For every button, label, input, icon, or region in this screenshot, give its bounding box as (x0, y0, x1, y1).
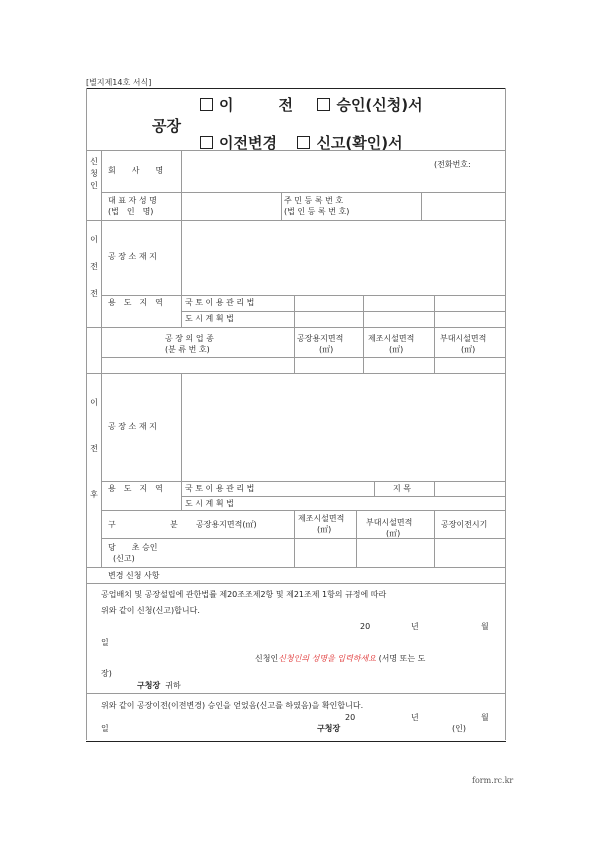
before-law2: 도 시 계 획 법 (185, 314, 234, 323)
before-industry-label: 공 장 의 업 종 (165, 334, 214, 343)
before-site-area-unit: (㎡) (319, 345, 334, 354)
confirmation-line: 위와 같이 공장이전(이전변경) 승인을 얻었음(신고를 하였음)을 확인합니다. (101, 701, 364, 710)
rep-name-sublabel: (법 인 명) (108, 207, 154, 216)
rule (356, 510, 357, 567)
confirmation-wol: 월 (481, 713, 489, 722)
rule (294, 295, 295, 373)
declaration-line1: 공업배치 및 공장설립에 관한법률 제20조조제2항 및 제21조제 1항의 규정에 따라 (101, 590, 387, 599)
rule (281, 192, 282, 220)
rule (86, 583, 506, 584)
after-location-label: 공 장 소 재 지 (108, 422, 157, 431)
rule (434, 295, 435, 373)
checkbox-approval[interactable] (317, 98, 330, 111)
confirmation-nyeon: 년 (411, 713, 419, 722)
applicant-signature-line: 신청인신청인의 성명을 입력하세요 (서명 또는 도 (255, 654, 426, 663)
before-law1: 국 토 이 용 관 리 법 (185, 298, 255, 307)
after-location-field[interactable] (184, 376, 502, 478)
applicant-name-input[interactable]: 신청인의 성명을 입력하세요 (278, 654, 377, 663)
rule (86, 327, 506, 328)
after-aux-area-unit: (㎡) (386, 529, 401, 538)
after-div-a: 구 (108, 520, 116, 529)
checkbox-report[interactable] (297, 136, 310, 149)
title-line2: 이전변경 신고(확인)서 (200, 132, 403, 153)
after-section-label: 이전후 (90, 398, 98, 499)
after-aux-area-label: 부대시설면적 (366, 518, 413, 527)
reg-no-label: 주 민 등 록 번 호 (284, 196, 344, 205)
after-move-time-label: 공장이전시기 (441, 520, 488, 529)
seal-mark: (인) (452, 724, 466, 733)
after-div-b: 분 (170, 520, 178, 529)
rule (421, 192, 422, 220)
rule (181, 150, 182, 327)
checkbox-relocation-change[interactable] (200, 136, 213, 149)
after-law2: 도 시 계 획 법 (185, 499, 234, 508)
rep-name-field[interactable] (184, 194, 278, 218)
before-section-label: 이전전 (90, 235, 98, 298)
rule (101, 538, 506, 539)
form-label: [별지제14호 서식] (86, 78, 152, 87)
after-mfg-area-unit: (㎡) (317, 525, 332, 534)
rule (181, 311, 506, 312)
rule (101, 192, 506, 193)
applicant-section-label: 신청인 (90, 157, 98, 190)
declaration-line2: 위와 같이 신청(신고)합니다. (101, 606, 200, 615)
rule (374, 481, 375, 496)
before-mfg-area-unit: (㎡) (389, 345, 404, 354)
reg-no-field[interactable] (424, 194, 502, 218)
rule (86, 567, 506, 568)
original-approval-label: 당 초 승인 (108, 543, 158, 552)
rep-name-label: 대 표 자 성 명 (108, 196, 157, 205)
rule (434, 481, 435, 496)
before-site-area-label: 공장용지면적 (297, 334, 344, 343)
original-approval-sub: (신고) (113, 554, 135, 563)
before-aux-area-unit: (㎡) (461, 345, 476, 354)
rule (363, 295, 364, 373)
after-mfg-area-label: 제조시설면적 (298, 514, 345, 523)
declaration-nyeon: 년 (411, 622, 419, 631)
confirmation-year: 20 (345, 713, 356, 722)
before-location-field[interactable] (184, 224, 502, 292)
after-zone-label: 용 도 지 역 (108, 484, 163, 493)
after-site-area-label: 공장용지면적(㎡) (196, 520, 257, 529)
confirmation-chief: 구청장 (317, 724, 341, 733)
rule (101, 357, 506, 358)
reg-no-sublabel: (법 인 등 록 번 호) (284, 207, 350, 216)
before-location-label: 공 장 소 재 지 (108, 252, 157, 261)
rule (86, 220, 506, 221)
after-jimok-label: 지 목 (393, 484, 411, 493)
rule (86, 693, 506, 694)
rule (86, 373, 506, 374)
title-line1: 이 전 승인(신청)서 (200, 94, 423, 115)
company-name-field[interactable] (188, 158, 428, 188)
addressee: 구청장 귀하 (137, 681, 181, 690)
signature-tail: 장) (101, 669, 112, 678)
rule (86, 88, 87, 740)
checkbox-relocation[interactable] (200, 98, 213, 111)
change-request-label: 변경 신청 사항 (108, 571, 160, 580)
confirmation-il: 일 (101, 724, 109, 733)
before-zone-label: 용 도 지 역 (108, 298, 163, 307)
declaration-il: 일 (101, 638, 109, 647)
declaration-year: 20 (360, 622, 371, 631)
phone-label: (전화번호: (434, 160, 471, 169)
declaration-wol: 월 (481, 622, 489, 631)
rule (505, 88, 506, 740)
rule (434, 510, 435, 567)
before-industry-sub: (분 류 번 호) (165, 345, 210, 354)
rule (101, 481, 506, 482)
before-aux-area-label: 부대시설면적 (440, 334, 487, 343)
before-mfg-area-label: 제조시설면적 (368, 334, 415, 343)
rule (86, 150, 506, 151)
rule (101, 295, 506, 296)
rule (294, 510, 295, 567)
rule (101, 510, 506, 511)
after-law1: 국 토 이 용 관 리 법 (185, 484, 255, 493)
company-name-label: 회 사 명 (108, 166, 164, 175)
rule (181, 373, 182, 510)
rule (101, 150, 102, 567)
rule (181, 496, 506, 497)
footer-site: form.rc.kr (472, 776, 514, 785)
title-factory: 공장 (152, 117, 181, 135)
